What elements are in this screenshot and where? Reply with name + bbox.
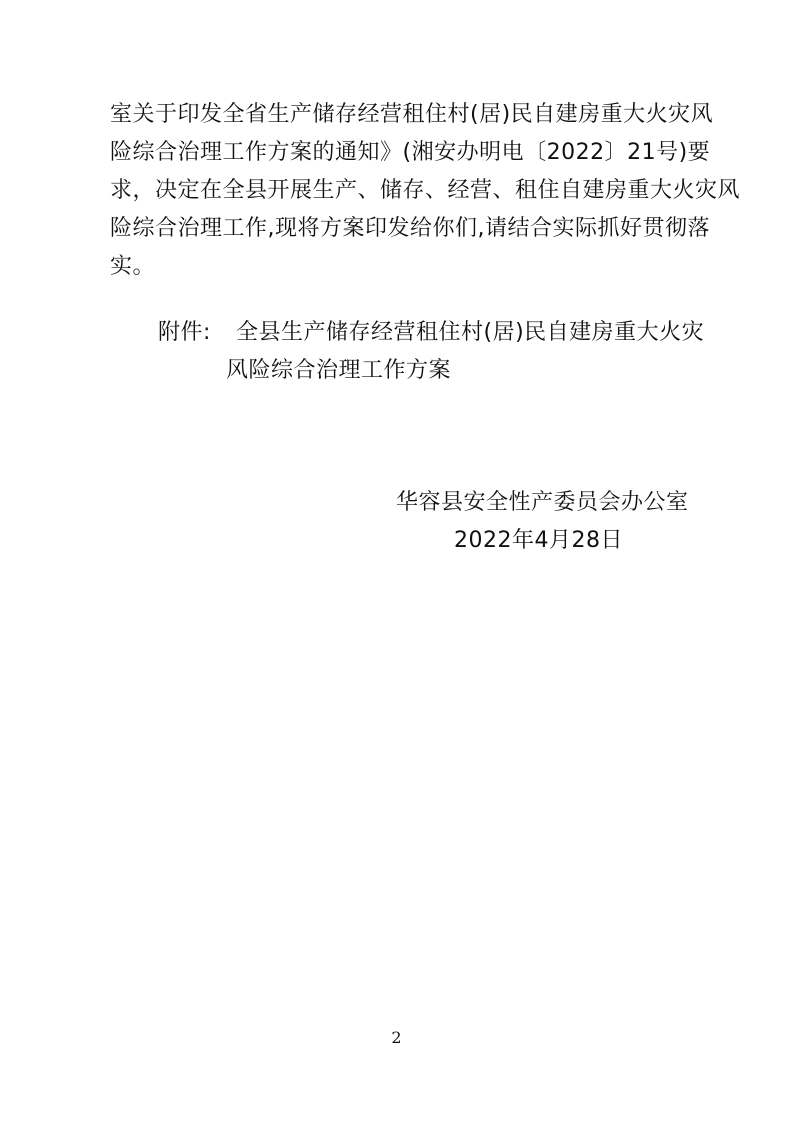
page-number: 2 bbox=[391, 1028, 402, 1047]
issuer-name: 华容县安全性产委员会办公室 bbox=[396, 490, 689, 515]
body-text-line: 险综合治理工作,现将方案印发给你们,请结合实际抓好贯彻落 bbox=[110, 216, 710, 241]
attachment-label: 附件: bbox=[158, 320, 211, 345]
body-text-line: 实。 bbox=[110, 254, 156, 279]
body-text-line: 室关于印发全省生产储存经营租住村(居)民自建房重大火灾风 bbox=[110, 102, 714, 127]
body-text-line: 险综合治理工作方案的通知》(湘安办明电〔2022〕21号)要 bbox=[110, 140, 711, 165]
issue-date: 2022年4月28日 bbox=[454, 528, 623, 553]
body-text-line: 求，决定在全县开展生产、储存、经营、租住自建房重大火灾风 bbox=[110, 178, 741, 203]
attachment-title-line: 风险综合治理工作方案 bbox=[226, 358, 452, 383]
attachment-title-line: 全县生产储存经营租住村(居)民自建房重大火灾 bbox=[236, 320, 705, 345]
